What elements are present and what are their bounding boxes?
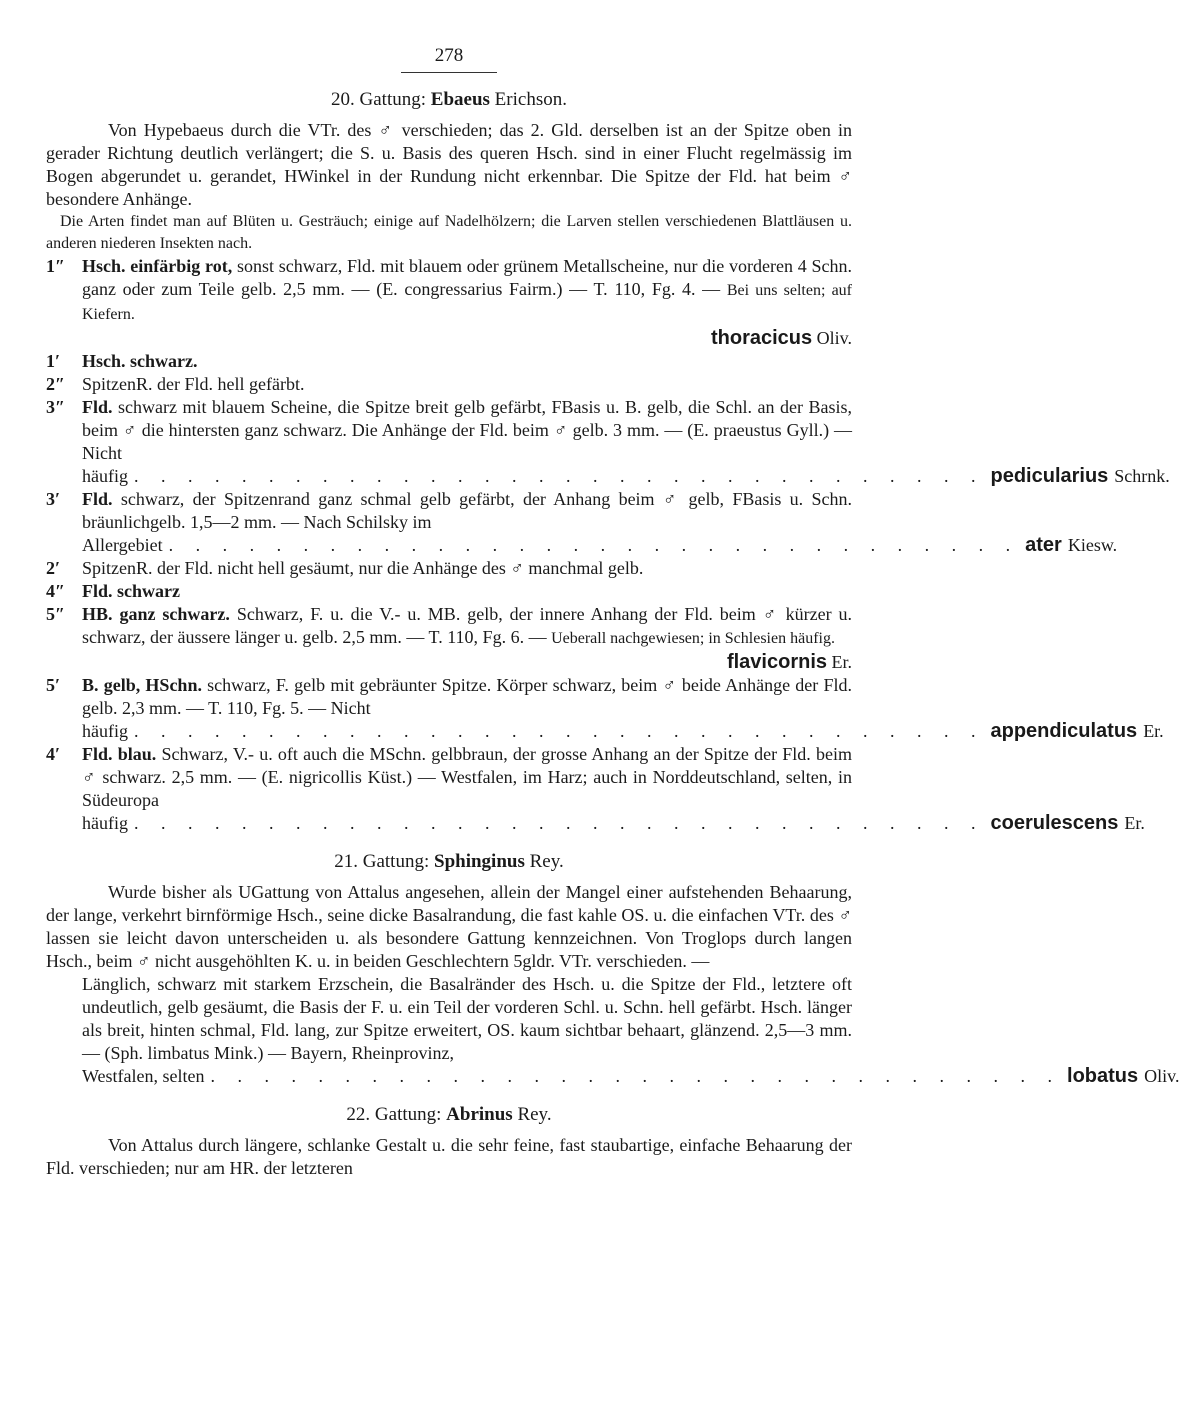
genus-22-name: Abrinus (446, 1104, 513, 1125)
leader-dots: . . . . . . . . . . . . . . . . . . . . . . . . . . . . . . . . (133, 813, 985, 833)
key-lead: Hsch. schwarz. (82, 351, 198, 371)
key-number: 2″ (46, 374, 65, 394)
species-author: Schrnk. (1114, 466, 1170, 486)
species-name: lobatus (1067, 1065, 1139, 1087)
page-number-rule (401, 72, 497, 73)
key-lead: Fld. (82, 397, 113, 417)
species-name: ater (1025, 534, 1062, 556)
key-text: Schwarz, F. u. die V.- u. MB. gelb, der innere Anhang der Fld. beim ♂ kürzer u. schwarz, der äussere länger u. gelb. 2,5 mm. — T. 110, Fg. 6. — (82, 604, 852, 647)
species-name: pedicularius (990, 465, 1109, 487)
species-author: Kiesw. (1067, 535, 1118, 555)
key-number: 5′ (46, 675, 61, 695)
key-lead: Fld. blau. (82, 744, 157, 764)
species-line (82, 534, 1118, 557)
key-entry-2a (46, 373, 852, 396)
key-text: schwarz, F. gelb mit gebräunter Spitze. Körper schwarz, beim ♂ beide Anhänge der Fld. gelb. 2,3 mm. — T. 110, Fg. 5. — Nicht (82, 675, 853, 718)
section-gap (46, 835, 852, 849)
genus-20-author: Erichson. (494, 89, 567, 110)
genus-22-number: 22. Gattung: (346, 1104, 442, 1125)
key-tail: Bei uns selten; auf Kiefern. (82, 282, 853, 323)
document-page (46, 44, 1179, 1180)
genus-22-intro: Von Attalus durch längere, schlanke Gestalt u. die sehr feine, fast staubartige, einfache Behaarung der Fld. verschieden; nur am HR. der letzteren (46, 1135, 852, 1178)
species-name: thoracicus (711, 327, 813, 349)
genus-21-number: 21. Gattung: (334, 851, 430, 872)
species-name: coerulescens (990, 812, 1119, 834)
key-number: 2′ (46, 558, 61, 578)
key-text: sonst schwarz, Fld. mit blauem oder grünem Metallscheine, nur die vorderen 4 Schn. ganz oder zum Teile gelb. 2,5 mm. — (E. congressarius Fairm.) — T. 110, Fg. 4. — (82, 256, 852, 299)
genus-21-description (46, 973, 852, 1065)
genus-20-name: Ebaeus (430, 89, 490, 110)
species-line (82, 650, 852, 674)
genus-21-author: Rey. (529, 851, 564, 872)
species-line (82, 720, 1164, 743)
key-entry-1b (46, 350, 852, 373)
key-entry-4a (46, 580, 852, 603)
species-author: Er. (1124, 813, 1145, 833)
leader-dots: . . . . . . . . . . . . . . . . . . . . . . . . . . . . . . . . (133, 721, 985, 741)
key-number: 3″ (46, 397, 65, 417)
key-last-line: häufig (82, 813, 128, 833)
key-last-line: Westfalen, selten (82, 1066, 205, 1086)
genus-20-number: 20. Gattung: (331, 89, 427, 110)
genus-22-heading (46, 1102, 852, 1128)
key-lead: Fld. schwarz (82, 581, 180, 601)
leader-dots: . . . . . . . . . . . . . . . . . . . . . . . . . . . . . . . . (133, 466, 985, 486)
key-entry-1a (46, 255, 852, 350)
description-text: Länglich, schwarz mit starkem Erzschein, die Basalränder des Hsch. u. die Spitze der Fld., letztere oft undeutlich, gelb gesäumt, die Basis der F. u. ein Teil der vorderen Schl. u. Schn. hell gefärbt. Hsch. länger als breit, hinten schmal, Fld. lang, zur Spitze erweitert, OS. kaum sichtbar behaart, glänzend. 2,5—3 mm. — (Sph. limbatus Mink.) — Bayern, Rheinprovinz, (82, 974, 852, 1063)
key-text: SpitzenR. der Fld. nicht hell gesäumt, nur die Anhänge des ♂ manchmal gelb. (82, 558, 644, 578)
key-last-line: häufig (82, 466, 128, 486)
species-author: Er. (1143, 721, 1164, 741)
key-entry-5b (46, 674, 1164, 743)
key-tail: Ueberall nachgewiesen; in Schlesien häufig. (551, 630, 835, 647)
leader-dots: . . . . . . . . . . . . . . . . . . . . . . . . . . . . . . . . (168, 535, 1020, 555)
genus-22-author: Rey. (517, 1104, 552, 1125)
genus-20-note: Die Arten findet man auf Blüten u. Gesträuch; einige auf Nadelhölzern; die Larven stellen verschiedenen Blattläusen u. anderen niederen Insekten nach. (46, 213, 852, 252)
genus-20-intro: Von Hypebaeus durch die VTr. des ♂ verschieden; das 2. Gld. derselben ist an der Spitze oben in gerader Richtung deutlich verlängert; die S. u. Basis des queren Hsch. sind in einer Flucht regelmässig im Bogen abgerundet u. gerandet, HWinkel in der Rundung nicht erkennbar. Die Spitze der Fld. hat beim ♂ besondere Anhänge. (46, 120, 852, 209)
genus-21-intro: Wurde bisher als UGattung von Attalus angesehen, allein der Mangel einer aufstehenden Behaarung, der lange, verkehrt birnförmige Hsch., seine dicke Basalrandung, die fast kahle OS. u. die einfachen VTr. des ♂ lassen sie leicht davon unterscheiden u. als besondere Gattung kennzeichnen. Von Troglops durch langen Hsch., beim ♂ nicht ausgehöhlten K. u. in beiden Geschlechtern 5gldr. VTr. verschieden. — (46, 882, 852, 971)
key-number: 4′ (46, 744, 61, 764)
key-lead: Fld. (82, 489, 113, 509)
key-number: 5″ (46, 604, 65, 624)
key-entry-3a (46, 396, 1170, 488)
species-author: Oliv. (816, 328, 852, 348)
key-entry-3b (46, 488, 1118, 557)
genus-20-heading (46, 87, 852, 113)
section-gap (46, 1088, 852, 1102)
genus-21-heading (46, 849, 852, 875)
key-entry-4b (46, 743, 1145, 835)
key-lead: B. gelb, HSchn. (82, 675, 202, 695)
key-number: 1″ (46, 256, 65, 276)
species-line (82, 812, 1145, 835)
species-line (46, 1065, 1179, 1088)
species-author: Oliv. (1144, 1066, 1179, 1086)
leader-dots: . . . . . . . . . . . . . . . . . . . . . . . . . . . . . . . . (210, 1066, 1062, 1086)
key-text: SpitzenR. der Fld. hell gefärbt. (82, 374, 305, 394)
species-line (82, 326, 852, 350)
key-last-line: häufig (82, 721, 128, 741)
key-text: schwarz, der Spitzenrand ganz schmal gelb gefärbt, der Anhang beim ♂ gelb, FBasis u. Schn. bräunlichgelb. 1,5—2 mm. — Nach Schilsky im (82, 489, 852, 532)
species-line (82, 465, 1170, 488)
species-author: Er. (831, 652, 852, 672)
key-text: Schwarz, V.- u. oft auch die MSchn. gelbbraun, der grosse Anhang an der Spitze der Fld. beim ♂ schwarz. 2,5 mm. — (E. nigricollis Küst.) — Westfalen, im Harz; auch in Norddeutschland, selten, in Südeuropa (82, 744, 853, 810)
key-number: 4″ (46, 581, 65, 601)
page-number: 278 (434, 45, 464, 66)
key-entry-5a (46, 603, 852, 674)
key-last-line: Allergebiet (82, 535, 163, 555)
species-name: flavicornis (726, 651, 827, 673)
key-entry-2b (46, 557, 852, 580)
key-lead: Hsch. einfärbig rot, (82, 256, 233, 276)
species-name: appendiculatus (990, 720, 1138, 742)
key-text: schwarz mit blauem Scheine, die Spitze breit gelb gefärbt, FBasis u. B. gelb, die Schl. an der Basis, beim ♂ die hintersten ganz schwarz. Die Anhänge der Fld. beim ♂ gelb. 3 mm. — (E. praeustus Gyll.) — Nicht (82, 397, 852, 463)
key-lead: HB. ganz schwarz. (82, 604, 230, 624)
genus-21-name: Sphinginus (434, 851, 525, 872)
key-number: 3′ (46, 489, 61, 509)
key-number: 1′ (46, 351, 61, 371)
